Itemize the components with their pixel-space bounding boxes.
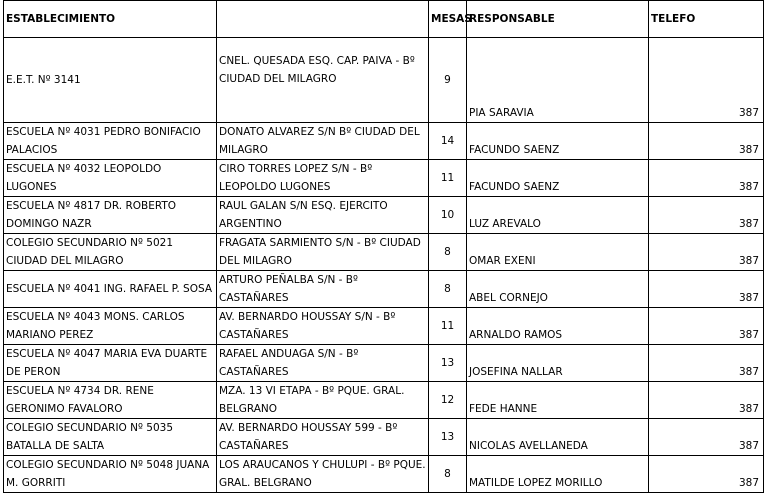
cell-domicilio: DONATO ALVAREZ S/N Bº CIUDAD DEL MILAGRO [217,123,429,160]
cell-telefono: 387 [649,382,764,419]
cell-establecimiento: COLEGIO SECUNDARIO Nº 5035 BATALLA DE SALTA [4,419,217,456]
cell-mesas: 11 [429,160,467,197]
schools-table [3,0,764,493]
cell-telefono: 387 [649,234,764,271]
cell-responsable: ABEL CORNEJO [467,271,649,308]
cell-telefono: 387 [649,271,764,308]
cell-establecimiento: ESCUELA Nº 4032 LEOPOLDO LUGONES [4,160,217,197]
table-row [4,160,764,197]
cell-telefono: 387 [649,456,764,493]
table-row [4,419,764,456]
table-row [4,308,764,345]
cell-responsable: LUZ AREVALO [467,197,649,234]
cell-mesas: 14 [429,123,467,160]
cell-domicilio: LOS ARAUCANOS Y CHULUPI - Bº PQUE. GRAL. BELGRANO [217,456,429,493]
cell-responsable: PIA SARAVIA [467,38,649,123]
cell-establecimiento: COLEGIO SECUNDARIO Nº 5048 JUANA M. GORRITI [4,456,217,493]
table-row [4,382,764,419]
cell-responsable: MATILDE LOPEZ MORILLO [467,456,649,493]
table-row [4,456,764,493]
cell-responsable: OMAR EXENI [467,234,649,271]
cell-telefono: 387 [649,419,764,456]
cell-responsable: FACUNDO SAENZ [467,160,649,197]
cell-mesas: 13 [429,345,467,382]
table-row [4,197,764,234]
cell-telefono: 387 [649,123,764,160]
cell-establecimiento [4,38,217,123]
cell-domicilio: RAFAEL ANDUAGA S/N - Bº CASTAÑARES [217,345,429,382]
cell-responsable: NICOLAS AVELLANEDA [467,419,649,456]
cell-mesas: 8 [429,271,467,308]
cell-telefono: 387 [649,345,764,382]
cell-domicilio: RAUL GALAN S/N ESQ. EJERCITO ARGENTINO [217,197,429,234]
cell-establecimiento: ESCUELA Nº 4817 DR. ROBERTO DOMINGO NAZR [4,197,217,234]
cell-establecimiento: ESCUELA Nº 4043 MONS. CARLOS MARIANO PEREZ [4,308,217,345]
cell-responsable: FEDE HANNE [467,382,649,419]
cell-mesas: 11 [429,308,467,345]
cell-domicilio: ARTURO PEÑALBA S/N - Bº CASTAÑARES [217,271,429,308]
table-row [4,271,764,308]
cell-text: E.E.T. Nº 3141 [6,74,81,86]
header-domicilio [217,1,429,38]
cell-domicilio: FRAGATA SARMIENTO S/N - Bº CIUDAD DEL MILAGRO [217,234,429,271]
table-row [4,345,764,382]
cell-mesas: 12 [429,382,467,419]
cell-telefono: 387 [649,197,764,234]
cell-responsable: FACUNDO SAENZ [467,123,649,160]
cell-establecimiento: ESCUELA Nº 4041 ING. RAFAEL P. SOSA [4,271,217,308]
header-row [4,1,764,38]
table-row [4,123,764,160]
header-mesas: MESAS [429,1,467,38]
cell-telefono: 387 [649,38,764,123]
cell-mesas: 8 [429,234,467,271]
cell-telefono: 387 [649,308,764,345]
table-row [4,38,764,123]
header-establecimiento: ESTABLECIMIENTO [4,1,217,38]
header-responsable: RESPONSABLE [467,1,649,38]
header-telefono: TELEFO [649,1,764,38]
cell-establecimiento: ESCUELA Nº 4031 PEDRO BONIFACIO PALACIOS [4,123,217,160]
cell-domicilio: AV. BERNARDO HOUSSAY 599 - Bº CASTAÑARES [217,419,429,456]
cell-mesas: 13 [429,419,467,456]
table-row [4,234,764,271]
cell-domicilio: MZA. 13 VI ETAPA - Bº PQUE. GRAL. BELGRANO [217,382,429,419]
cell-mesas: 8 [429,456,467,493]
cell-domicilio: AV. BERNARDO HOUSSAY S/N - Bº CASTAÑARES [217,308,429,345]
cell-mesas: 10 [429,197,467,234]
cell-domicilio: CIRO TORRES LOPEZ S/N - Bº LEOPOLDO LUGONES [217,160,429,197]
cell-text: CNEL. QUESADA ESQ. CAP. PAIVA - Bº CIUDAD DEL MILAGRO [219,55,415,85]
cell-telefono: 387 [649,160,764,197]
cell-establecimiento: COLEGIO SECUNDARIO Nº 5021 CIUDAD DEL MILAGRO [4,234,217,271]
cell-mesas: 9 [429,38,467,123]
cell-establecimiento: ESCUELA Nº 4734 DR. RENE GERONIMO FAVALORO [4,382,217,419]
cell-domicilio [217,38,429,123]
cell-establecimiento: ESCUELA Nº 4047 MARIA EVA DUARTE DE PERON [4,345,217,382]
cell-responsable: ARNALDO RAMOS [467,308,649,345]
cell-responsable: JOSEFINA NALLAR [467,345,649,382]
